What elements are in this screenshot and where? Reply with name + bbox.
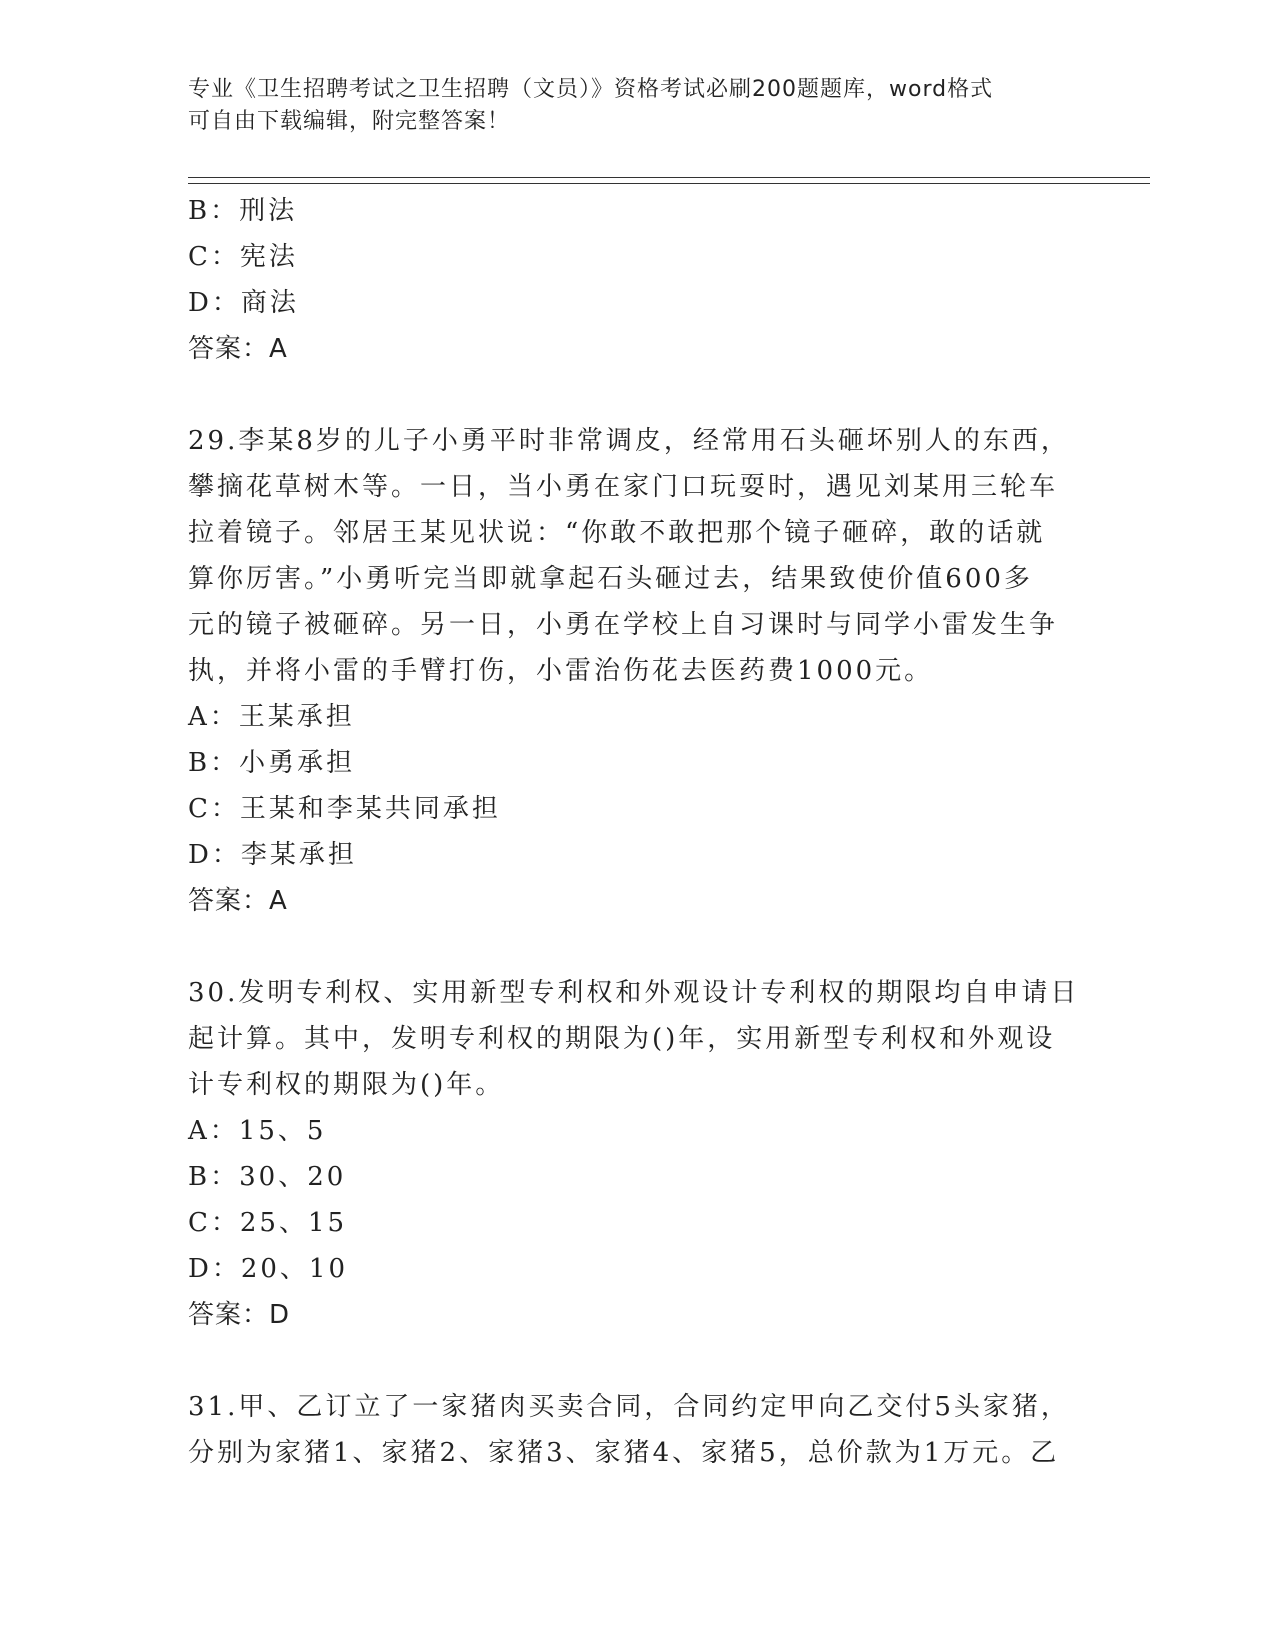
document-body	[188, 188, 1088, 1476]
q29-answer: 答案：A	[188, 886, 288, 916]
q28-option-b: B：刑法	[188, 196, 298, 226]
header-line-1: 专业《卫生招聘考试之卫生招聘（文员）》资格考试必刷200题题库，word格式	[188, 77, 994, 102]
header-divider-top	[188, 177, 1150, 178]
q28-option-d: D：商法	[188, 288, 299, 318]
header-divider-bottom	[188, 183, 1150, 184]
q28-option-c: C：宪法	[188, 242, 298, 272]
q30-option-b: B：30、20	[188, 1162, 347, 1192]
q29-option-c: C：王某和李某共同承担	[188, 794, 501, 824]
question-28	[188, 188, 1088, 372]
q30-stem-line: 起计算。其中，发明专利权的期限为()年，实用新型专利权和外观设	[188, 1024, 1056, 1054]
question-29	[188, 418, 1088, 924]
document-header	[188, 74, 1088, 138]
q30-stem-line: 计专利权的期限为()年。	[188, 1070, 505, 1100]
header-line-2: 可自由下载编辑，附完整答案！	[188, 109, 511, 134]
q30-stem-line: 30.发明专利权、实用新型专利权和外观设计专利权的期限均自申请日	[188, 978, 1080, 1008]
q29-stem-line: 拉着镜子。邻居王某见状说：“你敢不敢把那个镜子砸碎，敢的话就	[188, 518, 1046, 548]
spacer	[188, 372, 1088, 418]
q29-stem-line: 算你厉害。”小勇听完当即就拿起石头砸过去，结果致使价值600多	[188, 564, 1033, 594]
question-31	[188, 1384, 1088, 1476]
q29-option-b: B：小勇承担	[188, 748, 356, 778]
q30-option-c: C：25、15	[188, 1208, 348, 1238]
q29-option-d: D：李某承担	[188, 840, 357, 870]
q29-stem-line: 元的镜子被砸碎。另一日，小勇在学校上自习课时与同学小雷发生争	[188, 610, 1059, 640]
q31-stem-line: 分别为家猪1、家猪2、家猪3、家猪4、家猪5，总价款为1万元。乙	[188, 1438, 1060, 1468]
spacer	[188, 1338, 1088, 1384]
spacer	[188, 924, 1088, 970]
q29-stem-line: 执，并将小雷的手臂打伤，小雷治伤花去医药费1000元。	[188, 656, 934, 686]
q31-stem-line: 31.甲、乙订立了一家猪肉买卖合同，合同约定甲向乙交付5头家猪，	[188, 1392, 1070, 1422]
q29-stem-line: 29.李某8岁的儿子小勇平时非常调皮，经常用石头砸坏别人的东西，	[188, 426, 1070, 456]
q30-answer: 答案：D	[188, 1300, 291, 1330]
q29-stem-line: 攀摘花草树木等。一日，当小勇在家门口玩耍时，遇见刘某用三轮车	[188, 472, 1059, 502]
q30-option-a: A：15、5	[188, 1116, 327, 1146]
q30-option-d: D：20、10	[188, 1254, 349, 1284]
question-30	[188, 970, 1088, 1338]
q29-option-a: A：王某承担	[188, 702, 355, 732]
q28-answer: 答案：A	[188, 334, 288, 364]
